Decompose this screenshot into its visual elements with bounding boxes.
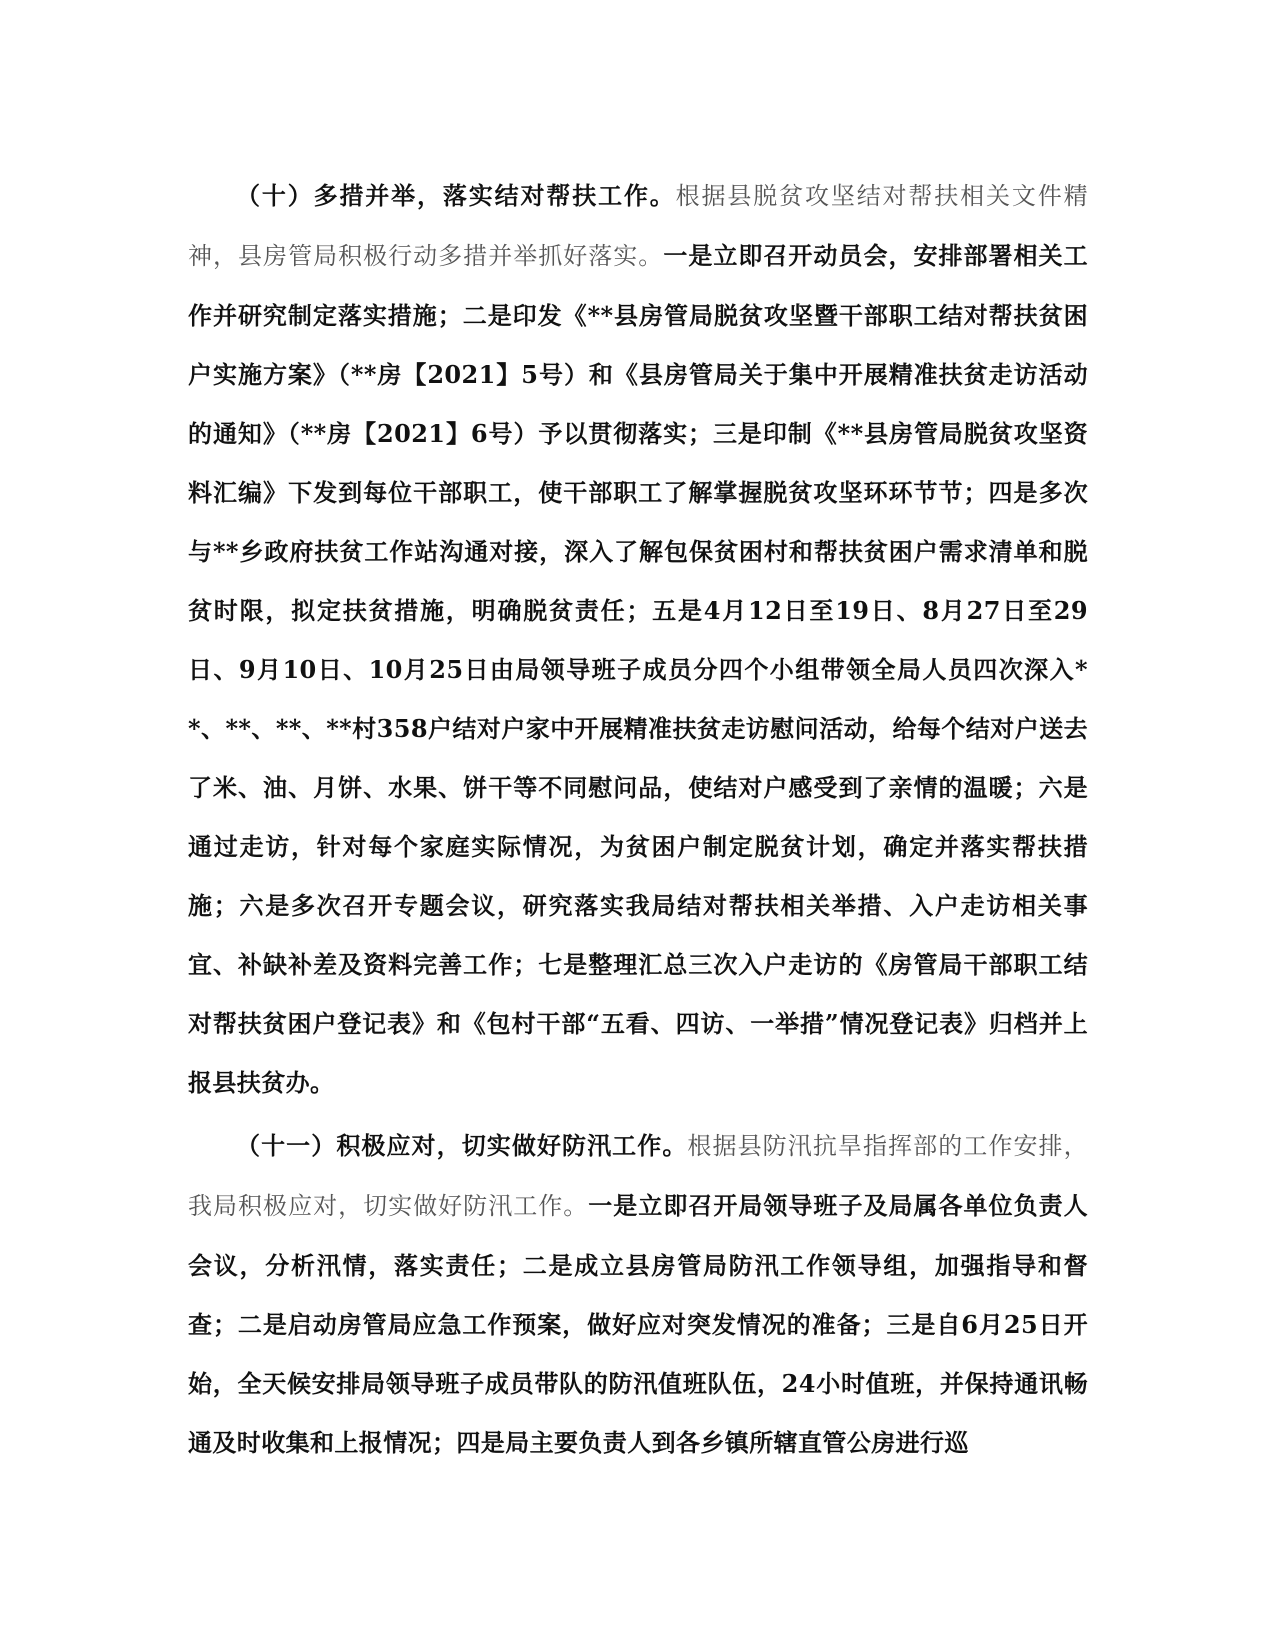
section-paragraph-11 <box>188 1116 1088 1472</box>
section-heading: （十一）积极应对，切实做好防汛工作。 <box>236 1131 688 1160</box>
section-body-text: 一是立即召开局领导班子及局属各单位负责人会议，分析汛情，落实责任；二是成立县房管局防汛工作领导组，加强指导和督查；二是启动房管局应急工作预案，做好应对突发情况的准备；三是自6月25日开始，全天候安排局领导班子成员带队的防汛值班队伍，24小时值班，并保持通讯畅通及时收集和上报情况；四是局主要负责人到各乡镇所辖直管公房进行巡 <box>188 1191 1089 1457</box>
document-body <box>188 166 1088 1472</box>
section-paragraph-10 <box>188 166 1088 1112</box>
section-body-text: 一是立即召开动员会，安排部署相关工作并研究制定落实措施；二是印发《**县房管局脱贫攻坚暨干部职工结对帮扶贫困户实施方案》（**房【2021】5号）和《县房管局关于集中开展精准扶贫走访活动的通知》（**房【2021】6号）予以贯彻落实；三是印制《**县房管局脱贫攻坚资料汇编》下发到每位干部职工，使干部职工了解掌握脱贫攻坚环环节节；四是多次与**乡政府扶贫工作站沟通对接，深入了解包保贫困村和帮扶贫困户需求清单和脱贫时限，拟定扶贫措施，明确脱贫责任；五是4月12日至19日、8月27日至29日、9月10日、10月25日由局领导班子成员分四个小组带领全局人员四次深入**、**、**、**村358户结对户家中开展精准扶贫走访慰问活动，给每个结对户送去了米、油、月饼、水果、饼干等不同慰问品，使结对户感受到了亲情的温暖；六是通过走访，针对每个家庭实际情况，为贫困户制定脱贫计划，确定并落实帮扶措施；六是多次召开专题会议，研究落实我局结对帮扶相关举措、入户走访相关事宜、补缺补差及资料完善工作；七是整理汇总三次入户走访的《房管局干部职工结对帮扶贫困户登记表》和《包村干部“五看、四访、一举措”情况登记表》归档并上报县扶贫办。 <box>188 241 1088 1097</box>
section-heading: （十）多措并举，落实结对帮扶工作。 <box>236 181 676 210</box>
section-lead-text: 根据县防汛抗旱指挥部的工作安排，我局积极应对，切实做好防汛工作。 <box>188 1132 1088 1220</box>
section-lead-text: 根据县脱贫攻坚结对帮扶相关文件精神，县房管局积极行动多措并举抓好落实。 <box>188 182 1088 270</box>
